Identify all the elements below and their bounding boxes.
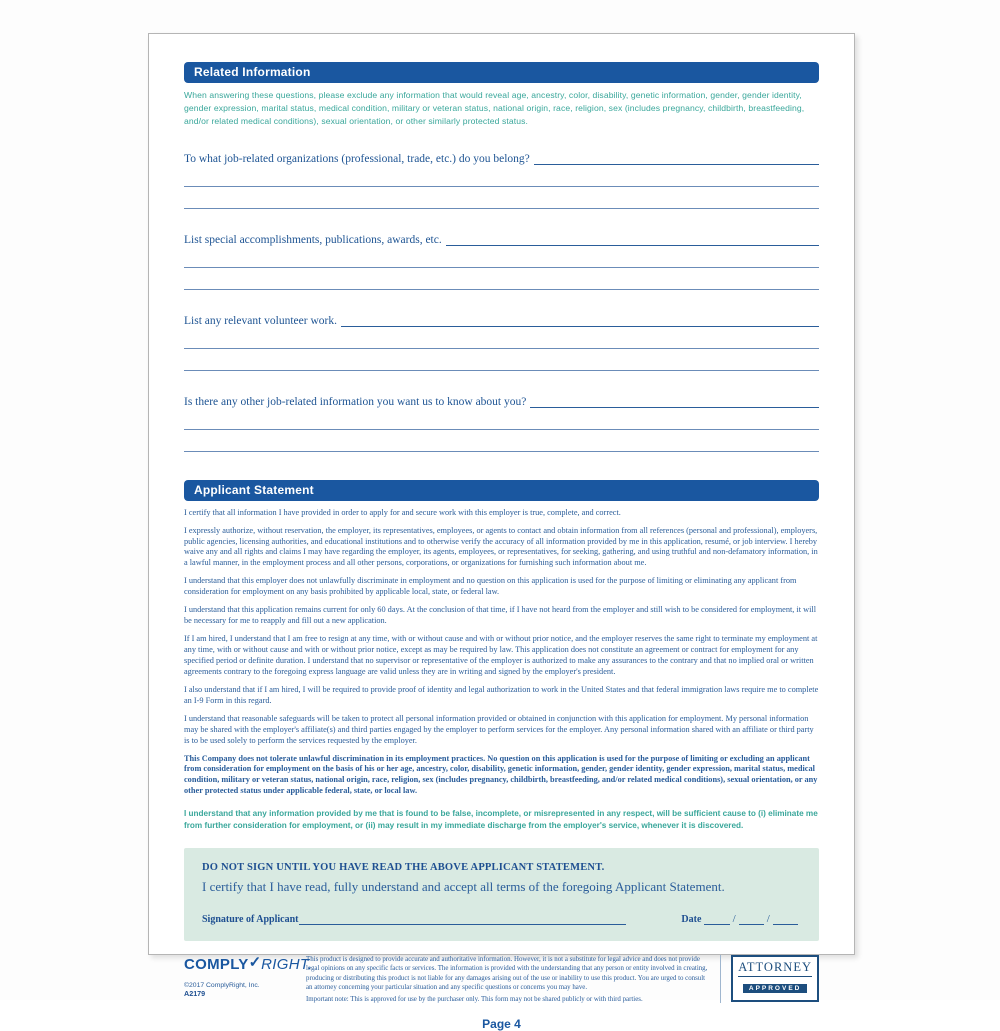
- attorney-badge-text: ATTORNEY: [738, 960, 812, 977]
- complyright-logo-block: [184, 954, 313, 999]
- answer-line-accomplishments[interactable]: [446, 234, 819, 246]
- statement-paragraph-company-policy: This Company does not tolerate unlawful discrimination in its employment practices. No question on this application is used for the purpose of limiting or excluding an applicant from consideration for employment on the basis of his or her age, ancestry, color, disability, genetic information, gender, gender identity, gender expression, marital status, medical condition, military or veteran status, national origin, race, religion, sex (includes pregnancy, childbirth, breastfeeding, and/or related medical conditions), sexual orientation, or any other protected status under applicable federal, state, or local law.: [184, 753, 818, 796]
- answer-line-accomplishments-2[interactable]: [184, 246, 819, 268]
- complyright-logo: [184, 954, 313, 974]
- date-label: Date: [681, 914, 702, 926]
- logo-comply-text: COMPLY: [184, 956, 249, 974]
- answer-line-volunteer-3[interactable]: [184, 349, 819, 371]
- answer-line-accomplishments-3[interactable]: [184, 268, 819, 290]
- answer-line-other-info-2[interactable]: [184, 408, 819, 430]
- section-header-related-information: Related Information: [184, 62, 819, 83]
- page-number: Page 4: [482, 1017, 521, 1031]
- answer-line-organizations-3[interactable]: [184, 187, 819, 209]
- important-note-text: Important note: This is approved for use by the purchaser only. This form may not be shared publicly or with third parties.: [306, 996, 643, 1004]
- date-slash-2: /: [766, 913, 770, 926]
- signature-input-line[interactable]: [299, 915, 627, 925]
- form-number: A2179: [184, 989, 206, 999]
- do-not-sign-warning: DO NOT SIGN UNTIL YOU HAVE READ THE ABOVE APPLICANT STATEMENT.: [202, 862, 605, 874]
- checkmark-icon: ✓: [248, 954, 262, 972]
- statement-paragraph-no-discrimination: I understand that this employer does not unlawfully discriminate in employment and no question on this application is used for the purpose of limiting or eliminating any applicant from consideration for employment on any basis prohibited by applicable local, state, or federal law.: [184, 576, 797, 597]
- answer-line-other-info[interactable]: [530, 396, 819, 408]
- disclaimer-block: [294, 955, 721, 1003]
- answer-line-organizations[interactable]: [534, 153, 819, 165]
- statement-paragraph-60-days: I understand that this application remains current for only 60 days. At the conclusion of that time, if I have not heard from the employer and still wish to be considered for employment, it will be necessary for me to reapply and fill out a new application.: [184, 605, 817, 626]
- question-accomplishments-label: List special accomplishments, publications, awards, etc.: [184, 233, 442, 246]
- answer-line-volunteer[interactable]: [341, 315, 819, 327]
- statement-paragraph-at-will: If I am hired, I understand that I am free to resign at any time, with or without cause and with or without prior notice, and the employer reserves the same right to terminate my employment at any time, with or without cause and with or without prior notice, except as may be required by law. This application does not constitute an agreement or contract for employment for any specified period or definite duration. I understand that no supervisor or representative of the employer is authorized to make any assurances to the contrary and that no implied oral or written agreements contrary to the foregoing express language are valid unless they are in writing and signed by the employer's president.: [184, 634, 818, 676]
- form-sheet: [148, 33, 855, 1031]
- logo-right-text: RIGHT.: [261, 956, 313, 974]
- statement-paragraph-i9: I also understand that if I am hired, I will be required to provide proof of identity and legal authorization to work in the United States and that federal immigration laws require me to complete an I-9 Form in this regard.: [184, 684, 819, 705]
- signature-of-applicant-label: Signature of Applicant: [202, 914, 299, 926]
- question-organizations-label: To what job-related organizations (professional, trade, etc.) do you belong?: [184, 152, 530, 165]
- legal-disclaimer-text: This product is designed to provide accurate and authoritative information. However, it is not a substitute for legal advice and does not provide legal opinions on any specific facts or services. The information is provided with the understanding that any person or entity involved in creating, producing or distributing this product is not liable for any damages arising out of the use or inability to use this product. You are urged to consult an attorney concerning your particular situation and any specific questions or concerns you may have.: [306, 956, 708, 992]
- statement-paragraph-safeguards: I understand that reasonable safeguards will be taken to protect all personal information provided or obtained in conjunction with this application for employment. My personal information may be shared with the employer's affiliate(s) and third parties engaged by the employer to perform services for the employer. Any personal information shared with an affiliate or third party is to be used solely to perform the services requested by the employer.: [184, 713, 814, 745]
- signature-box: [184, 848, 819, 941]
- date-month-line[interactable]: [704, 915, 729, 925]
- answer-line-other-info-3[interactable]: [184, 430, 819, 452]
- date-day-line[interactable]: [739, 915, 764, 925]
- statement-paragraph-authorize: I expressly authorize, without reservation, the employer, its representatives, employees, or agents to contact and obtain information from all references (personal and professional), employers, public agencies, licensing authorities, and educational institutions and to otherwise verify the accuracy of all information provided by me in this application, resumé, or job interview. I hereby waive any and all rights and claims I may have regarding the employer, its agents, employees, or representatives, for seeking, gathering, and using truthful and non-defamatory information, in a lawful manner, in the employment process and all other persons, corporations, or organizations for furnishing such information about me.: [184, 525, 818, 568]
- signature-certify-text: I certify that I have read, fully understand and accept all terms of the foregoing Applicant Statement.: [202, 879, 725, 895]
- statement-paragraph-false-info: I understand that any information provided by me that is found to be false, incomplete, or misrepresented in any respect, will be sufficient cause to (i) eliminate me from further consideration for employment, or (ii) may result in my immediate discharge from the employer's service, whenever it is discovered.: [184, 809, 818, 831]
- date-year-line[interactable]: [773, 915, 798, 925]
- answer-line-volunteer-2[interactable]: [184, 327, 819, 349]
- attorney-approved-badge: [731, 955, 819, 1002]
- approved-badge-text: APPROVED: [743, 984, 807, 993]
- question-volunteer-label: List any relevant volunteer work.: [184, 314, 337, 327]
- copyright-text: ©2017 ComplyRight, Inc.: [184, 982, 260, 990]
- section-header-applicant-statement: Applicant Statement: [184, 480, 819, 501]
- answer-line-organizations-2[interactable]: [184, 165, 819, 187]
- question-other-info-label: Is there any other job-related information you want us to know about you?: [184, 395, 527, 408]
- footer: [184, 955, 819, 1003]
- statement-paragraph-certify: I certify that all information I have provided in order to apply for and secure work with this employer is true, complete, and correct.: [184, 507, 621, 517]
- related-information-intro-text: When answering these questions, please exclude any information that would reveal age, ancestry, color, disability, genetic information, gender, gender identity, gender expression, marital status, medical condition, military or veteran status, national origin, race, religion, sex (includes pregnancy, childbirth, breastfeeding, and/or related medical conditions), sexual orientation, or other similarly protected status.: [184, 90, 805, 126]
- date-slash-1: /: [732, 913, 736, 926]
